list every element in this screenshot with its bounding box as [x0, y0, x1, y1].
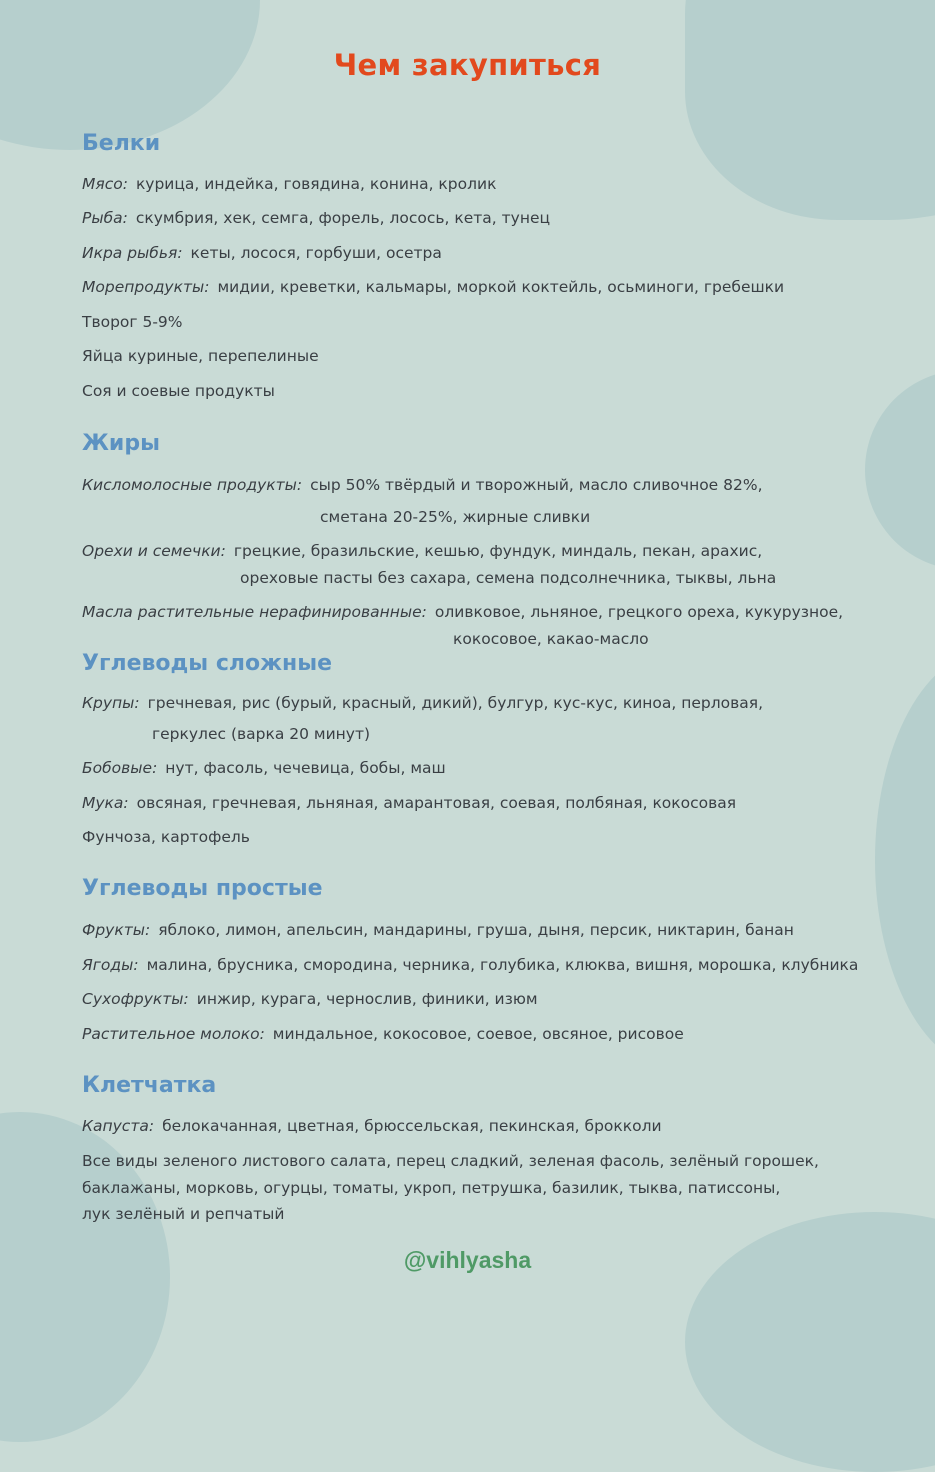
list-item-vegetables: Все виды зеленого листового салата, перец сладкий, зеленая фасоль, зелёный горошек, — [82, 1152, 819, 1170]
item-value: скумбрия, хек, семга, форель, лосось, кета, тунец — [135, 209, 551, 227]
section-heading-fiber: Клетчатка — [82, 1073, 217, 1098]
item-label: Икра рыбья: — [82, 244, 183, 262]
list-item-dried-fruits — [82, 989, 538, 1009]
item-label: Капуста: — [82, 1117, 155, 1135]
list-item-nuts — [82, 541, 762, 561]
item-value: сыр 50% твёрдый и творожный, масло сливочное 82%, — [310, 476, 763, 494]
item-label: Мясо: — [82, 175, 128, 193]
list-item-dairy-continuation: сметана 20-25%, жирные сливки — [320, 508, 591, 526]
item-label: Растительное молоко: — [82, 1025, 265, 1043]
list-item-grains-continuation: геркулес (варка 20 минут) — [152, 725, 371, 743]
list-item-vegetables-continuation: баклажаны, морковь, огурцы, томаты, укроп, петрушка, базилик, тыква, патиссоны, — [82, 1179, 781, 1197]
list-item-caviar — [82, 243, 442, 263]
item-value: кеты, лосося, горбуши, осетра — [190, 244, 442, 262]
list-item-oils-continuation: кокосовое, какао-масло — [453, 630, 649, 648]
item-label: Масла растительные нерафинированные: — [82, 603, 427, 621]
list-item-cabbage — [82, 1116, 662, 1136]
list-item-cottage-cheese: Творог 5-9% — [82, 313, 183, 331]
item-label: Ягоды: — [82, 956, 139, 974]
background-blob — [685, 0, 935, 220]
list-item-grains — [82, 693, 763, 713]
list-item-soy: Соя и соевые продукты — [82, 382, 275, 400]
page-title: Чем закупиться — [333, 48, 602, 82]
item-label: Кисломолосные продукты: — [82, 476, 303, 494]
section-heading-protein: Белки — [82, 131, 161, 156]
item-value: инжир, курага, чернослив, финики, изюм — [196, 990, 538, 1008]
item-label: Орехи и семечки: — [82, 542, 226, 560]
section-heading-complex-carbs: Углеводы сложные — [82, 651, 333, 676]
item-label: Морепродукты: — [82, 278, 210, 296]
item-label: Мука: — [82, 794, 129, 812]
item-label: Бобовые: — [82, 759, 158, 777]
item-label: Крупы: — [82, 694, 140, 712]
list-item-flour — [82, 793, 736, 813]
item-value: нут, фасоль, чечевица, бобы, маш — [165, 759, 446, 777]
item-value: курица, индейка, говядина, конина, кролик — [135, 175, 497, 193]
section-heading-simple-carbs: Углеводы простые — [82, 876, 323, 901]
item-value: яблоко, лимон, апельсин, мандарины, груша, дыня, персик, никтарин, банан — [158, 921, 794, 939]
list-item-fish — [82, 208, 550, 228]
item-value: грецкие, бразильские, кешью, фундук, миндаль, пекан, арахис, — [233, 542, 763, 560]
item-label: Сухофрукты: — [82, 990, 189, 1008]
list-item-legumes — [82, 758, 446, 778]
section-heading-fats: Жиры — [82, 431, 160, 456]
list-item-oils — [82, 602, 843, 622]
list-item-plant-milk — [82, 1024, 684, 1044]
item-value: мидии, креветки, кальмары, моркой коктейль, осьминоги, гребешки — [217, 278, 785, 296]
list-item-berries — [82, 955, 858, 975]
item-value: белокачанная, цветная, брюссельская, пекинская, брокколи — [162, 1117, 662, 1135]
list-item-meat — [82, 174, 496, 194]
background-blob — [875, 650, 935, 1070]
list-item-fruits — [82, 920, 794, 940]
item-label: Рыба: — [82, 209, 128, 227]
item-value: оливковое, льняное, грецкого ореха, кукурузное, — [434, 603, 844, 621]
list-item-seafood — [82, 277, 784, 297]
list-item-vegetables-continuation: лук зелёный и репчатый — [82, 1205, 285, 1223]
item-label: Фрукты: — [82, 921, 151, 939]
item-value: овсяная, гречневая, льняная, амарантовая, соевая, полбяная, кокосовая — [136, 794, 737, 812]
item-value: малина, брусника, смородина, черника, голубика, клюква, вишня, морошка, клубника — [146, 956, 859, 974]
list-item-nuts-continuation: ореховые пасты без сахара, семена подсолнечника, тыквы, льна — [240, 569, 777, 587]
item-value: гречневая, рис (бурый, красный, дикий), булгур, кус-кус, киноа, перловая, — [147, 694, 764, 712]
list-item-dairy — [82, 475, 763, 495]
author-handle: @vihlyasha — [403, 1247, 532, 1273]
item-value: миндальное, кокосовое, соевое, овсяное, рисовое — [272, 1025, 684, 1043]
list-item-other-carbs: Фунчоза, картофель — [82, 828, 250, 846]
background-blob — [865, 370, 935, 570]
list-item-eggs: Яйца куриные, перепелиные — [82, 347, 319, 365]
